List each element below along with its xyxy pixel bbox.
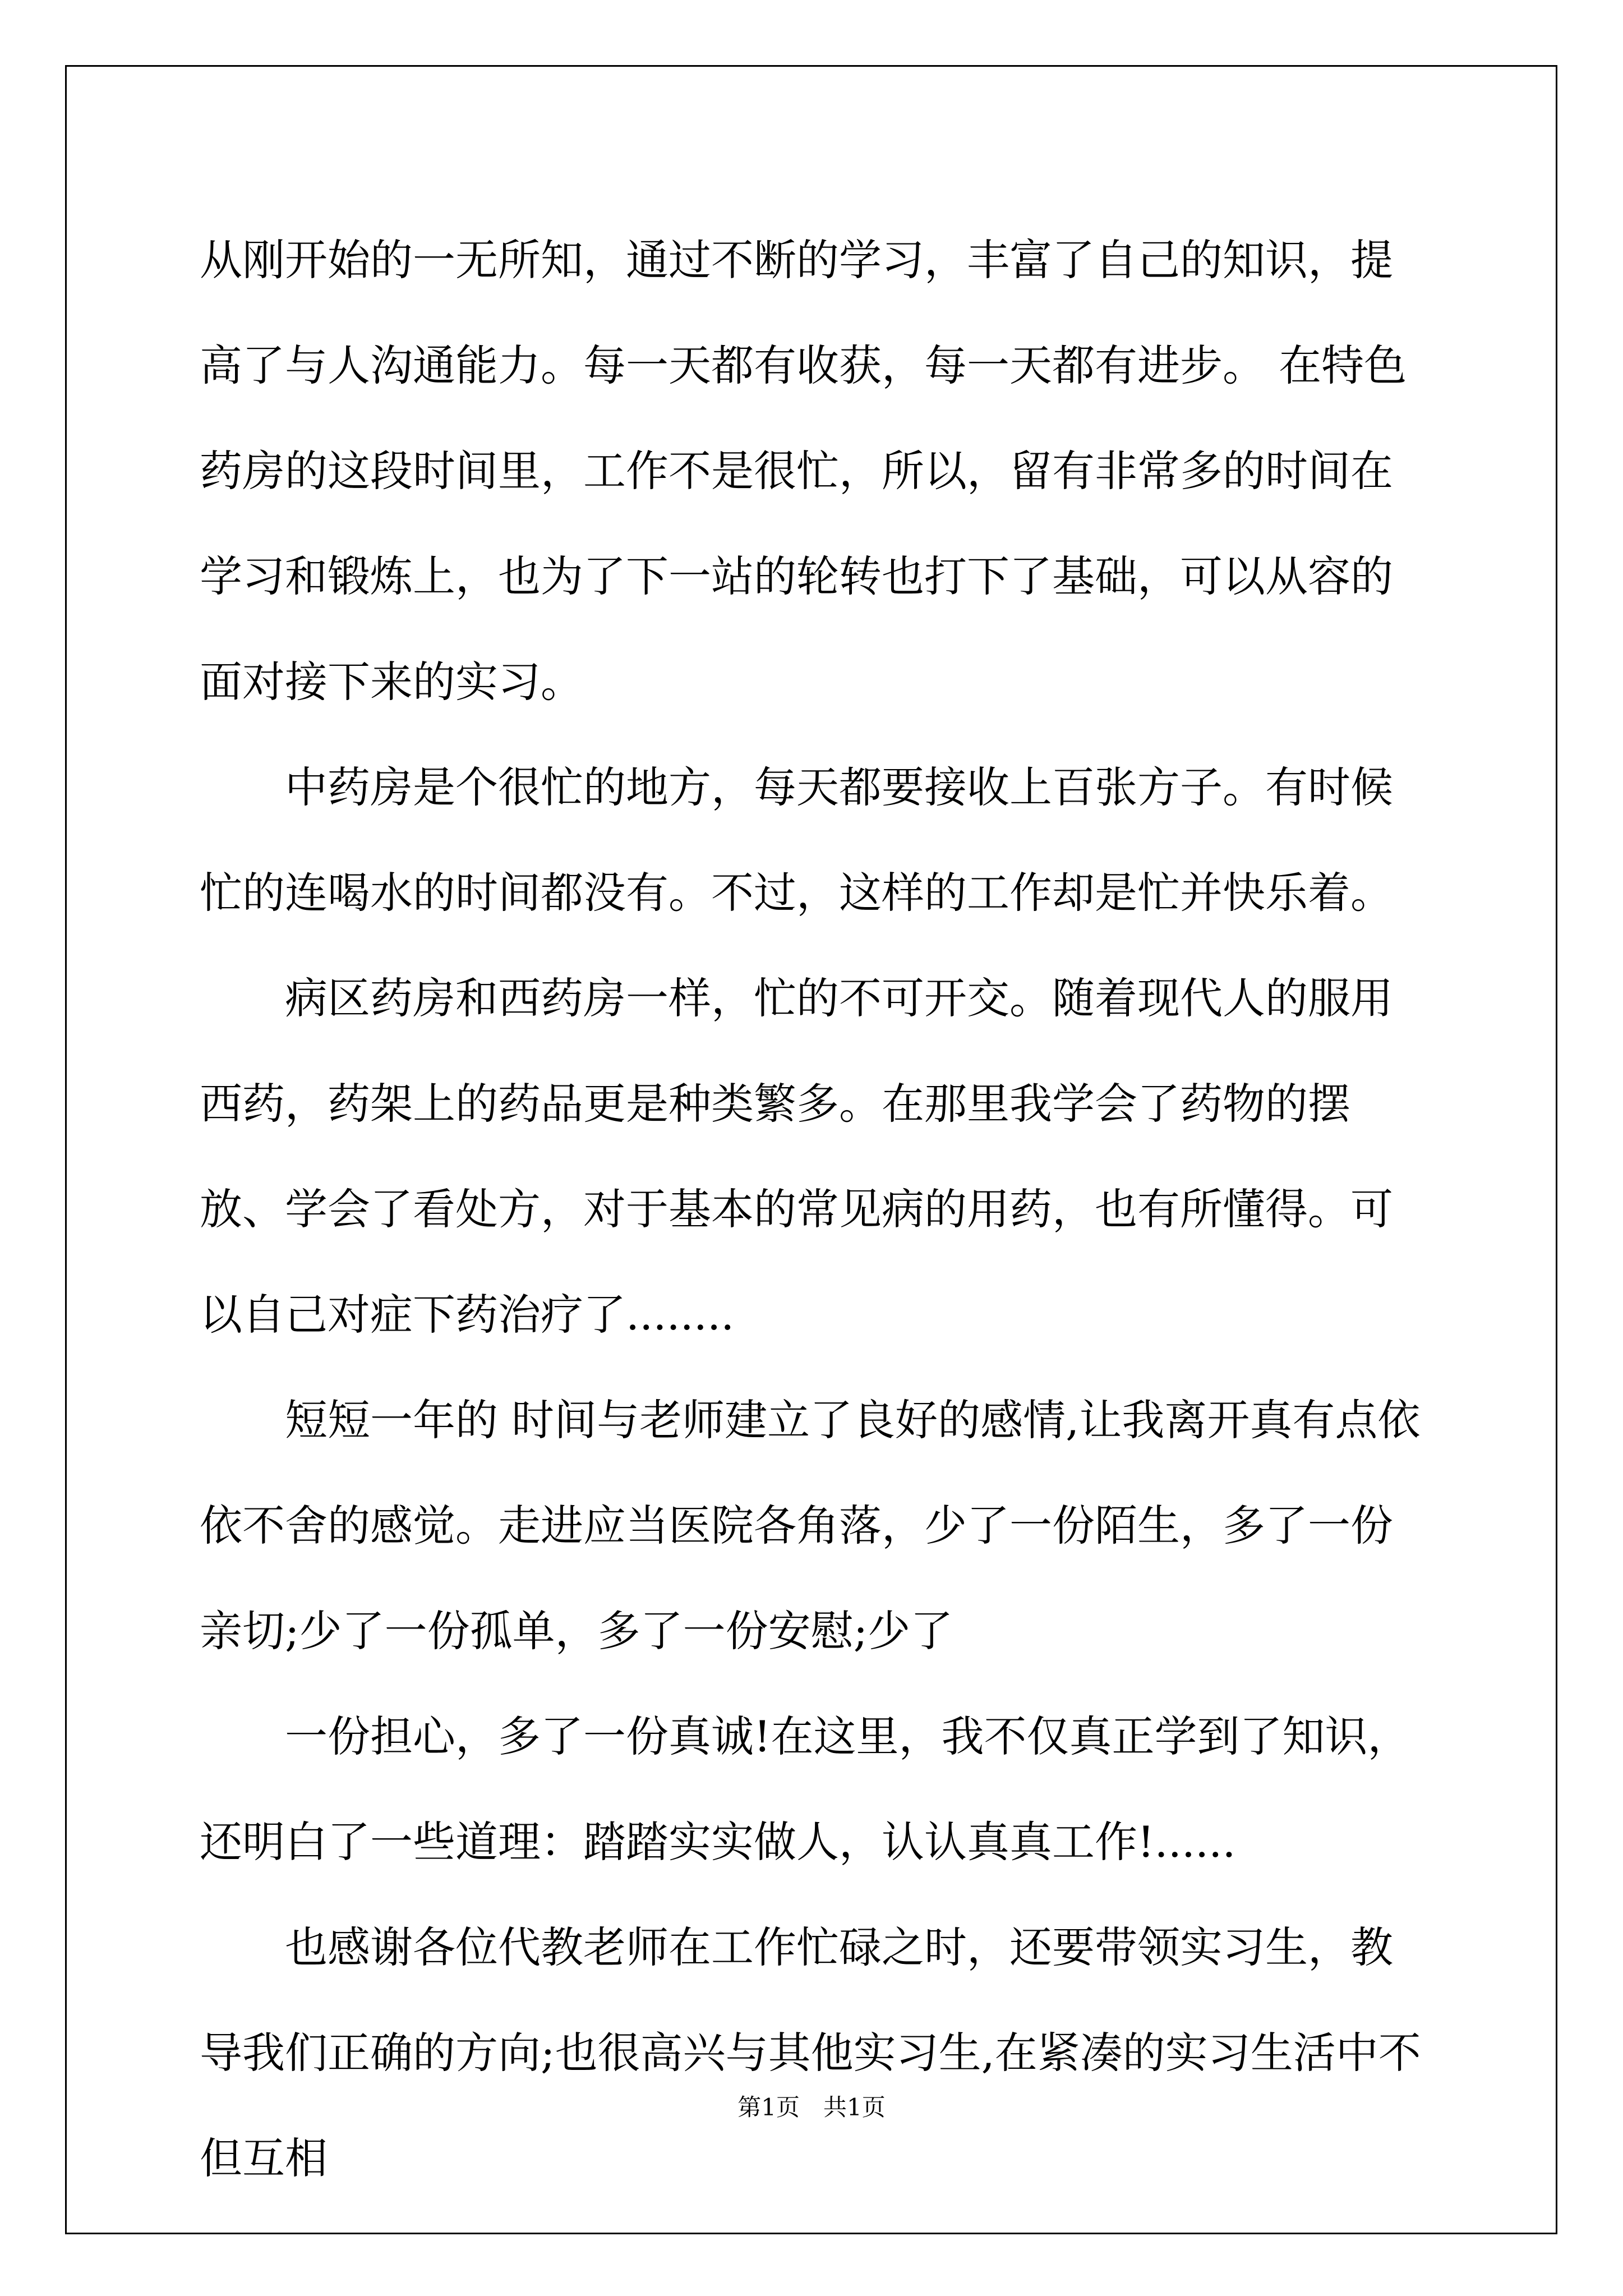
page-footer: 第1页 共1页 (737, 2093, 886, 2121)
paragraph-3: 病区药房和西药房一样，忙的不可开交。随着现代人的服用西药，药架上的药品更是种类繁多。在那里我学会了药物的摆放、学会了看处方，对于基本的常见病的用药，也有所懂得。可以自己对症下药治疗了........ (200, 973, 1393, 1340)
paragraph-4: 短短一年的 时间与老师建立了良好的感情,让我离开真有点依依不舍的感觉。走进应当医院各角落，少了一份陌生，多了一份亲切;少了一份孤单，多了一份安慰;少了 (200, 1395, 1421, 1656)
paragraph-6: 也感谢各位代教老师在工作忙碌之时，还要带领实习生，教导我们正确的方向;也很高兴与其他实习生,在紧凑的实习生活中不但互相 (200, 1922, 1421, 2183)
document-body (200, 208, 1425, 2211)
paragraph-2: 中药房是个很忙的地方，每天都要接收上百张方子。有时候忙的连喝水的时间都没有。不过，这样的工作却是忙并快乐着。 (200, 762, 1393, 918)
paragraph-5: 一份担心，多了一份真诚!在这里，我不仅真正学到了知识，还明白了一些道理：踏踏实实做人，认认真真工作!...... (200, 1711, 1410, 1867)
paragraph-1: 从刚开始的一无所知，通过不断的学习，丰富了自己的知识，提高了与人沟通能力。每一天都有收获，每一天都有进步。 在特色药房的这段时间里，工作不是很忙，所以，留有非常多的时间在学习和锻炼上，也为了下一站的轮转也打下了基础，可以从容的面对接下来的实习。 (200, 235, 1407, 707)
